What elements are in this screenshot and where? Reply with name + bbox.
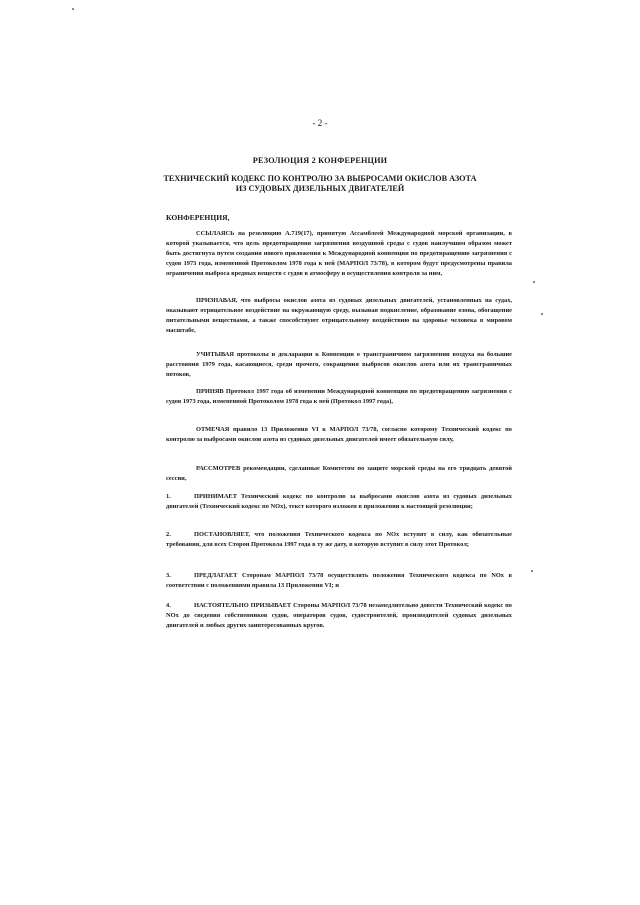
operative-number: 1. — [166, 493, 171, 500]
scan-speck — [531, 570, 533, 572]
preamble-paragraph — [166, 229, 512, 279]
page-number: - 2 - — [312, 118, 328, 128]
scan-speck — [533, 281, 535, 283]
document-title-line1: ТЕХНИЧЕСКИЙ КОДЕКС ПО КОНТРОЛЮ ЗА ВЫБРОСАМИ ОКИСЛОВ АЗОТА — [163, 174, 477, 183]
operative-number: 4. — [166, 602, 171, 609]
preamble-text: ССЫЛАЯСЬ на резолюцию A.719(17), принятую Ассамблеей Международной морской организации, в которой указывается, что цель предотвращения загрязнения воздушной среды с судов наилучшим образом может быть достигнута путем создания нового приложения к Международной конвенции по предотвращению загрязнения с судов 1973 года, измененной Протоколом 1978 года к ней (МАРПОЛ 73/78), в котором будут предусмотрены правила ограничения выброса вредных веществ с судов в атмосферу и осуществления контроля за ним, — [166, 230, 512, 277]
preamble-paragraph — [166, 425, 512, 445]
document-title — [0, 174, 640, 194]
operative-paragraph — [166, 530, 512, 550]
preamble-text: ПРИНЯВ Протокол 1997 года об изменении Международной конвенции по предотвращению загрязнения с судов 1973 года, измененной Протоколом 1978 года к ней (Протокол 1997 года), — [166, 388, 512, 405]
scan-speck — [72, 8, 74, 10]
preamble-paragraph — [166, 464, 512, 484]
conference-label: КОНФЕРЕНЦИЯ, — [166, 213, 230, 222]
operative-paragraph — [166, 571, 512, 591]
preamble-text: УЧИТЫВАЯ протоколы и декларации к Конвенции о трансграничном загрязнении воздуха на большие расстояния 1979 года, касающиеся, среди прочего, сокращения выбросов окислов азота или их трансграничных потоков, — [166, 351, 512, 378]
preamble-paragraph — [166, 296, 512, 336]
resolution-title: РЕЗОЛЮЦИЯ 2 КОНФЕРЕНЦИИ — [252, 156, 388, 165]
preamble-text: РАССМОТРЕВ рекомендации, сделанные Комитетом по защите морской среды на его тридцать девятой сессии, — [166, 465, 512, 482]
operative-text: ПОСТАНОВЛЯЕТ, что положения Технического кодекса по NOx вступят в силу, как обязательные требования, для всех Сторон Протокола 1997 года в ту же дату, в которую вступит в силу этот Протокол; — [166, 531, 512, 548]
operative-number: 2. — [166, 531, 171, 538]
preamble-paragraph — [166, 350, 512, 380]
document-title-line2: ИЗ СУДОВЫХ ДИЗЕЛЬНЫХ ДВИГАТЕЛЕЙ — [235, 184, 405, 193]
preamble-paragraph — [166, 387, 512, 407]
operative-text: ПРИНИМАЕТ Технический кодекс по контролю за выбросами окислов азота из судовых дизельных двигателей (Технический кодекс по NOx), текст которого изложен в приложении к настоящей резолюции; — [166, 493, 512, 510]
preamble-text: ОТМЕЧАЯ правило 13 Приложения VI к МАРПОЛ 73/78, согласно которому Технический кодекс по контролю за выбросами окислов азота из судовых дизельных двигателей имеет обязательную силу, — [166, 426, 512, 443]
preamble-text: ПРИЗНАВАЯ, что выбросы окислов азота из судовых дизельных двигателей, установленных на судах, оказывают отрицательное воздействие на окружающую среду, вызывая подкисление, образование озона, обогащение питательными веществами, а также способствуют отрицательному воздействию на здоровье человека в мировом масштабе, — [166, 297, 512, 334]
operative-paragraph — [166, 492, 512, 512]
operative-number: 3. — [166, 572, 171, 579]
operative-text: ПРЕДЛАГАЕТ Сторонам МАРПОЛ 73/78 осуществлять положения Технического кодекса по NOx в соответствии с положениями правила 13 Приложения VI; и — [166, 572, 512, 589]
operative-text: НАСТОЯТЕЛЬНО ПРИЗЫВАЕТ Стороны МАРПОЛ 73/78 незамедлительно довести Технический кодекс по NOx до сведения собственников судов, операторов судов, судостроителей, производителей судовых дизельных двигателей и любых других заинтересованных кругов. — [166, 602, 512, 629]
scan-speck — [541, 313, 543, 315]
operative-paragraph — [166, 601, 512, 631]
